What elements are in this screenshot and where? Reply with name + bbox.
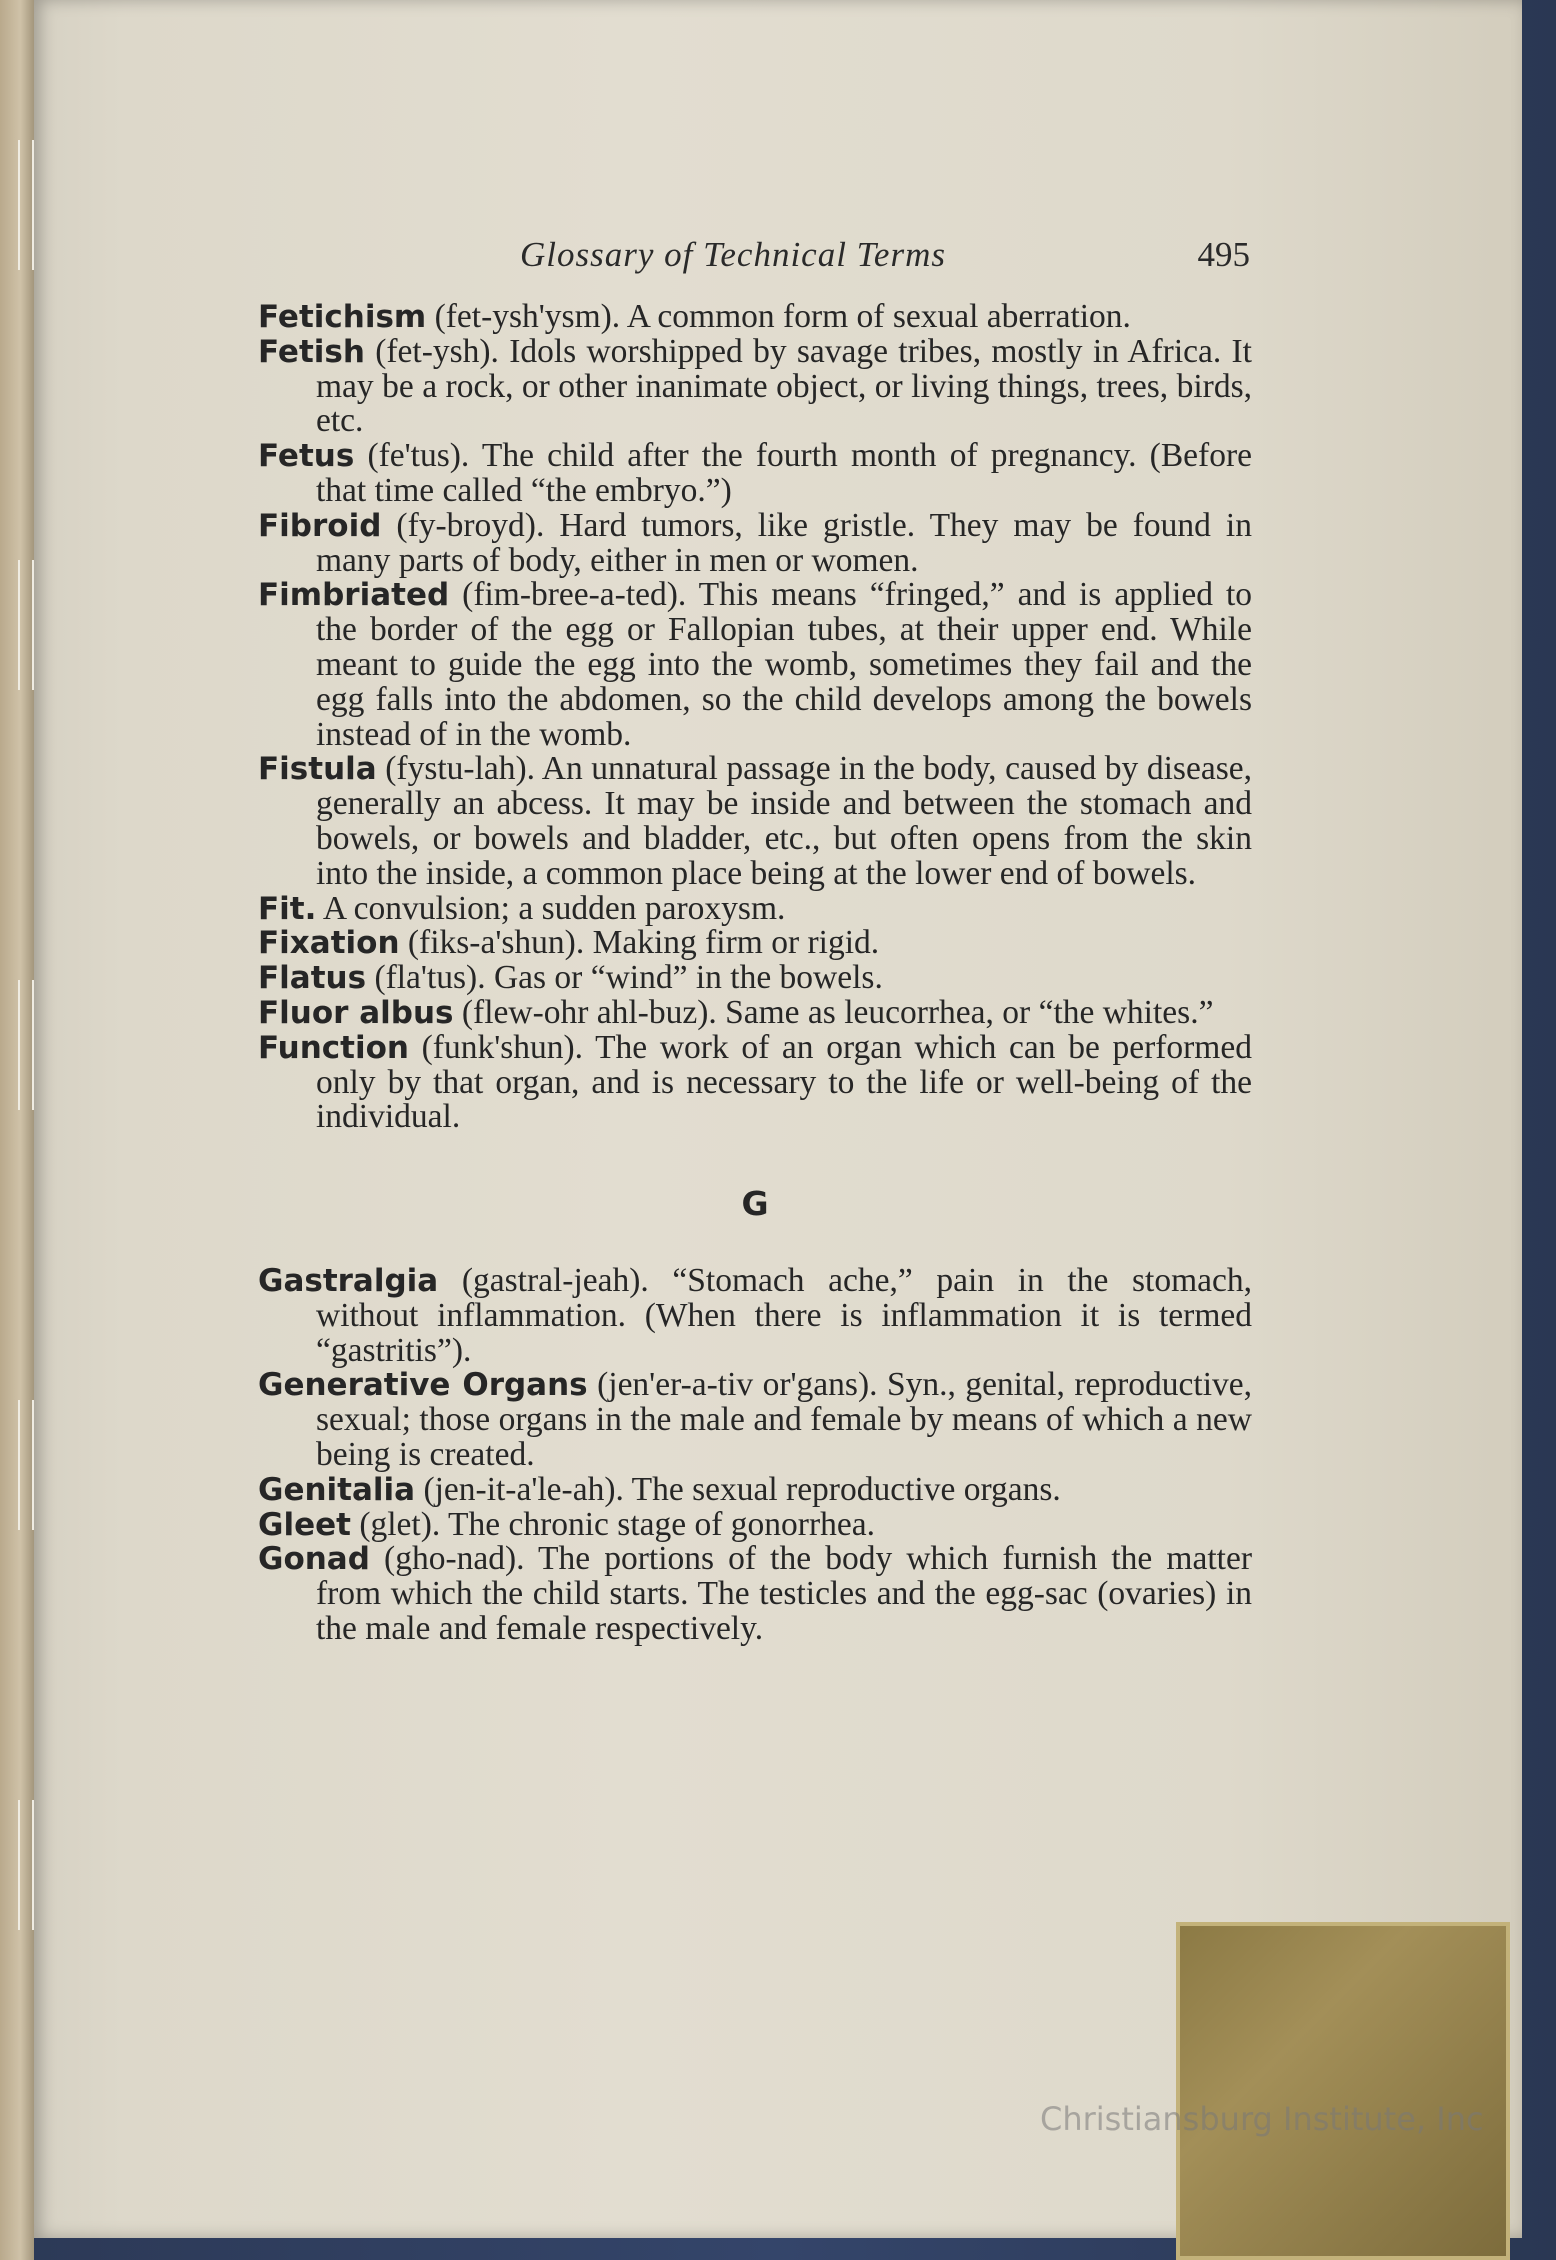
entry-term: Fixation <box>258 925 400 962</box>
entry-definition: (fla'tus). Gas or “wind” in the bowels. <box>366 959 883 997</box>
glossary-entry <box>258 578 1252 752</box>
running-head-title: Glossary of Technical Terms <box>520 235 946 274</box>
glossary-entry <box>258 1542 1252 1646</box>
binding-stitch <box>18 560 34 690</box>
binding-stitch <box>18 140 34 270</box>
entry-definition: (fet-ysh'ysm). A common form of sexual aberration. <box>426 298 1131 335</box>
glossary-entry <box>258 961 1252 996</box>
entry-term: Fetichism <box>258 299 427 335</box>
entry-term: Fit. <box>258 890 317 927</box>
glossary-entry <box>258 332 1252 440</box>
entry-definition: (fy-broyd). Hard tumors, like gristle. They may be found in many parts of body, either in men or women. <box>316 506 1252 579</box>
entry-term: Fluor albus <box>258 994 454 1031</box>
entry-definition: (funk'shun). The work of an organ which can be performed only by that organ, and is necessary to the life or well-being of the individual. <box>316 1028 1252 1136</box>
glossary-entry <box>258 1368 1252 1472</box>
entry-definition: (glet). The chronic stage of gonorrhea. <box>350 1505 875 1543</box>
binding-stitch <box>18 980 34 1110</box>
entry-term: Fibroid <box>258 507 382 544</box>
entry-definition: (fim-bree-a-ted). This means “fringed,” and is applied to the border of the egg or Fallopian tubes, at their upper end. While meant to guide the egg into the womb, sometimes they fail and the egg falls into the abdomen, so the child develops among the bowels instead of in the womb. <box>316 576 1252 753</box>
section-letter-heading: G <box>741 1184 769 1224</box>
glossary-entry <box>258 1505 1252 1543</box>
entry-term: Function <box>258 1029 409 1066</box>
entry-term: Gastralgia <box>258 1262 439 1299</box>
glossary-entry <box>258 1470 1252 1508</box>
gold-thumb-tab <box>1176 1922 1510 2260</box>
entry-definition: (jen-it-a'le-ah). The sexual reproductive organs. <box>415 1470 1061 1508</box>
entry-definition: A convulsion; a sudden paroxysm. <box>316 889 786 927</box>
entry-definition: (flew-ohr ahl-buz). Same as leucorrhea, or “the whites.” <box>453 993 1214 1031</box>
entry-definition: (jen'er-a-tiv or'gans). Syn., genital, reproductive, sexual; those organs in the male and female by means of which a new being is created. <box>316 1366 1252 1473</box>
entry-term: Generative Organs <box>258 1367 588 1404</box>
glossary-entry <box>258 506 1252 579</box>
entry-term: Fimbriated <box>258 577 450 614</box>
glossary-entry <box>258 1261 1252 1369</box>
entry-term: Gonad <box>258 1541 370 1578</box>
entry-definition: (gastral-jeah). “Stomach ache,” pain in the stomach, without inflammation. (When there is inflammation it is termed “gastritis”). <box>316 1261 1252 1369</box>
entry-term: Fistula <box>258 751 377 788</box>
running-head <box>520 235 1250 285</box>
glossary-entry <box>258 752 1252 891</box>
glossary-entry <box>258 1028 1252 1136</box>
entry-definition: (fet-ysh). Idols worshipped by savage tribes, mostly in Africa. It may be a rock, or other inanimate object, or living things, trees, birds, etc. <box>316 332 1252 440</box>
entry-term: Fetish <box>258 333 365 370</box>
glossary-entry <box>258 993 1252 1031</box>
entry-definition: (fystu-lah). An unnatural passage in the body, caused by disease, generally an abcess. It may be inside and between the stomach and bowels, or bowels and bladder, etc., but often opens from the skin into the inside, a common place being at the lower end of bowels. <box>316 750 1252 892</box>
page-spine-edge <box>0 0 34 2260</box>
watermark: Christiansburg Institute, Inc <box>1040 2100 1484 2138</box>
binding-stitch <box>18 1800 34 1930</box>
glossary-entry <box>258 439 1252 509</box>
entry-term: Flatus <box>258 960 367 997</box>
entry-definition: (fiks-a'shun). Making firm or rigid. <box>399 924 880 962</box>
glossary-entry <box>258 300 1252 335</box>
entry-term: Gleet <box>258 1506 351 1543</box>
glossary-entry <box>258 926 1252 961</box>
entry-term: Genitalia <box>258 1471 416 1508</box>
entry-definition: (gho-nad). The portions of the body which furnish the matter from which the child starts. The testicles and the egg-sac (ovaries) in the male and female respectively. <box>316 1540 1252 1647</box>
entry-definition: (fe'tus). The child after the fourth month of pregnancy. (Before that time called “the embryo.”) <box>316 437 1252 509</box>
binding-stitch <box>18 1400 34 1530</box>
page-number: 495 <box>1197 235 1250 274</box>
glossary-entry <box>258 889 1252 927</box>
glossary-body <box>258 300 1252 1647</box>
entry-term: Fetus <box>258 438 355 475</box>
